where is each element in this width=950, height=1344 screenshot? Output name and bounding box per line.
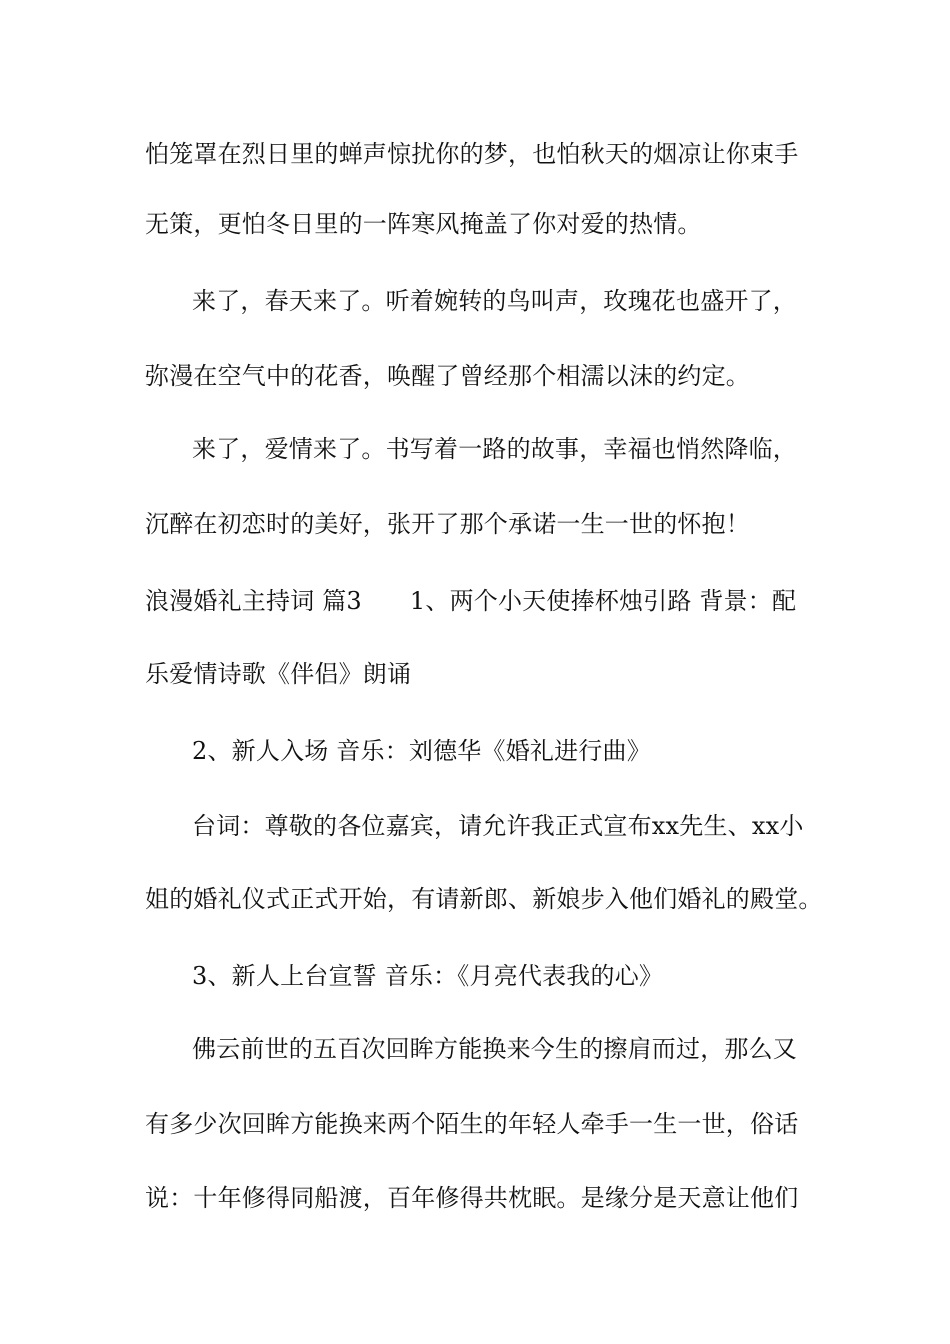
paragraph-line: 来了，爱情来了。书写着一路的故事，幸福也悄然降临， — [192, 435, 797, 463]
section-title: 浪漫婚礼主持词 篇3 — [145, 587, 362, 615]
section-first-item: 1、两个小天使捧杯烛引路 背景：配 — [409, 587, 797, 615]
paragraph-line: 2、新人入场 音乐：刘德华《婚礼进行曲》 — [192, 737, 651, 765]
paragraph-line: 佛云前世的五百次回眸方能换来今生的擦肩而过，那么又 — [192, 1035, 797, 1063]
paragraph-line: 3、新人上台宣誓 音乐：《月亮代表我的心》 — [192, 962, 664, 990]
paragraph-line: 沉醉在初恋时的美好，张开了那个承诺一生一世的怀抱！ — [145, 510, 750, 538]
paragraph-line: 有多少次回眸方能换来两个陌生的年轻人牵手一生一世，俗话 — [145, 1110, 799, 1138]
paragraph-line: 姐的婚礼仪式正式开始，有请新郎、新娘步入他们婚礼的殿堂。 — [145, 885, 823, 913]
paragraph-line: 乐爱情诗歌《伴侣》朗诵 — [145, 660, 412, 688]
paragraph-line: 怕笼罩在烈日里的蝉声惊扰你的梦，也怕秋天的烟凉让你束手 — [145, 140, 799, 168]
paragraph-line: 弥漫在空气中的花香，唤醒了曾经那个相濡以沫的约定。 — [145, 362, 750, 390]
paragraph-line: 无策，更怕冬日里的一阵寒风掩盖了你对爱的热情。 — [145, 210, 702, 238]
paragraph-line: 台词：尊敬的各位嘉宾，请允许我正式宣布xx先生、xx小 — [192, 812, 804, 840]
section-heading-line — [145, 586, 825, 616]
paragraph-line: 来了，春天来了。听着婉转的鸟叫声，玫瑰花也盛开了， — [192, 287, 797, 315]
paragraph-line: 说：十年修得同船渡，百年修得共枕眠。是缘分是天意让他们 — [145, 1184, 799, 1212]
